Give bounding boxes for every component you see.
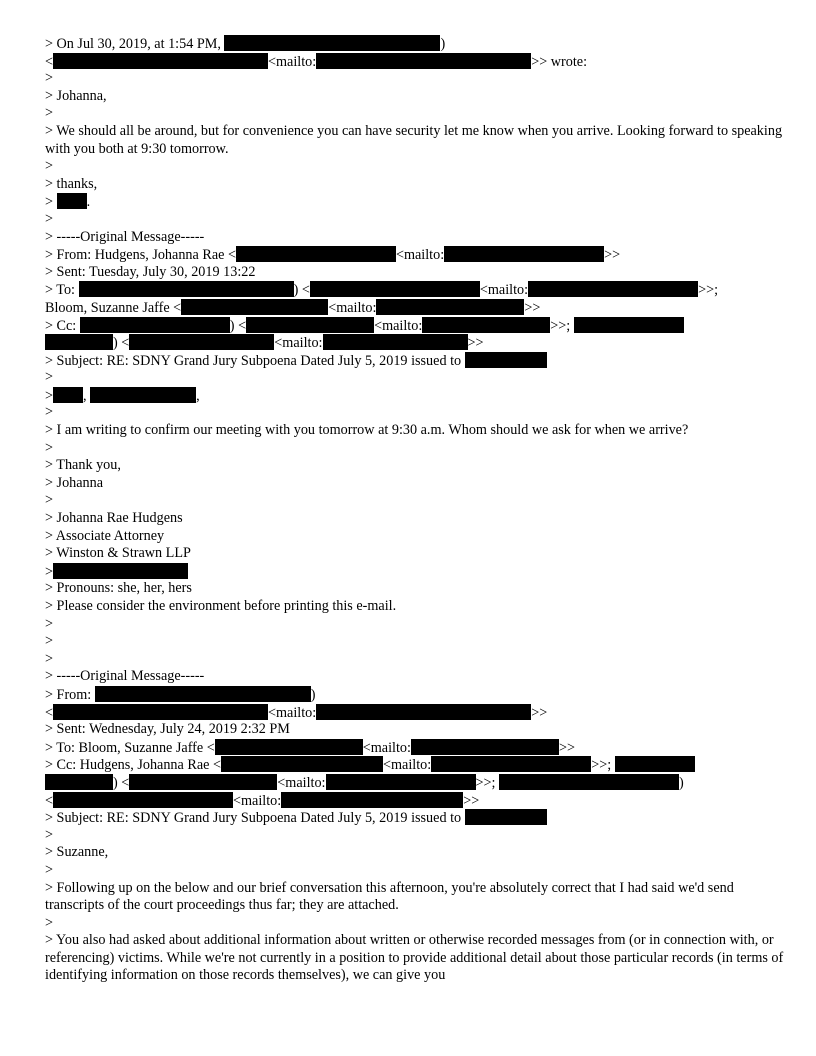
- text: > Please consider the environment before printing this e-mail.: [45, 598, 397, 614]
- text: >>;: [550, 317, 571, 334]
- quote-line: [45, 70, 785, 88]
- redaction-box: [53, 792, 233, 808]
- redaction-box: [465, 352, 547, 368]
- text: >: [45, 492, 54, 509]
- original-message-separator: [45, 229, 785, 247]
- text: > To: Bloom, Suzanne Jaffe <: [45, 739, 215, 756]
- text: >>;: [591, 757, 612, 774]
- text: > Johanna Rae Hudgens: [45, 510, 183, 527]
- text: ,: [83, 387, 87, 404]
- redaction-box: [499, 774, 679, 790]
- text: > Subject: RE: SDNY Grand Jury Subpoena Dated July 5, 2019 issued to: [45, 810, 462, 827]
- text: <mailto:: [268, 704, 317, 721]
- pronouns-line: [45, 580, 785, 598]
- text: > Subject: RE: SDNY Grand Jury Subpoena Dated July 5, 2019 issued to: [45, 352, 462, 369]
- redaction-box: [465, 809, 547, 825]
- text: <mailto:: [268, 53, 317, 70]
- text: <: [238, 317, 247, 334]
- text: >: [45, 70, 54, 87]
- redaction-box: [444, 246, 604, 262]
- from-line: [45, 246, 785, 264]
- redaction-box: [95, 686, 311, 702]
- to-line: [45, 739, 785, 757]
- text: ): [113, 335, 122, 352]
- text: >: [45, 210, 54, 227]
- text: <: [121, 335, 130, 352]
- text: >>: [467, 335, 484, 352]
- text: > From:: [45, 686, 92, 703]
- text: <mailto:: [274, 335, 323, 352]
- text: > Winston & Strawn LLP: [45, 545, 191, 562]
- text: ,: [196, 387, 200, 404]
- signature-title: [45, 528, 785, 546]
- body-paragraph: > You also had asked about additional information about written or otherwise recorded messages from (or in connection with, or referencing) victims. While we're not currently in a position to provide additional detail about those particular records (in terms of identifying information on those records themselves), we can give you: [45, 932, 784, 984]
- to-line-continued: [45, 299, 785, 317]
- text: >: [45, 650, 54, 667]
- redaction-box: [90, 387, 196, 403]
- text: >: [45, 914, 54, 931]
- redaction-box: [53, 704, 268, 720]
- from-line: [45, 686, 785, 704]
- redaction-box: [79, 281, 294, 297]
- text: ): [440, 36, 446, 52]
- signature-name: [45, 510, 785, 528]
- cc-line: [45, 756, 785, 774]
- text: ): [229, 317, 239, 334]
- cc-line-continued: [45, 792, 785, 810]
- text: >: [45, 387, 54, 404]
- text: >>: [463, 792, 480, 809]
- text: <: [301, 282, 310, 299]
- text: >: [45, 633, 54, 650]
- quote-line: [45, 105, 785, 123]
- redaction-box: [221, 756, 383, 772]
- text: >>: [531, 704, 548, 721]
- text: >>: [524, 299, 541, 316]
- quote-line: [45, 369, 785, 387]
- text: > Johanna: [45, 474, 104, 491]
- salutation-line: [45, 387, 785, 405]
- text: > Cc: Hudgens, Johanna Rae <: [45, 757, 221, 774]
- text: <: [121, 774, 130, 791]
- text: >: [45, 158, 54, 175]
- quote-line: [45, 404, 785, 422]
- quote-line: [45, 633, 785, 651]
- signature-line: [45, 475, 785, 493]
- text: > thanks,: [45, 175, 98, 192]
- text: >> wrote:: [531, 53, 588, 70]
- redaction-box: [615, 756, 695, 772]
- redaction-box: [281, 792, 463, 808]
- subject-line: [45, 809, 785, 827]
- quote-line: [45, 915, 785, 933]
- redaction-box: [57, 193, 87, 209]
- quote-line: [45, 440, 785, 458]
- text: >>;: [475, 774, 496, 791]
- redaction-box: [574, 317, 684, 333]
- text: > Pronouns: she, her, hers: [45, 580, 192, 597]
- text: <mailto:: [277, 774, 326, 791]
- redaction-box: [316, 53, 531, 69]
- body-paragraph: > Following up on the below and our brief conversation this afternoon, you're absolutely correct that I had said we'd send transcripts of the court proceedings thus far; they are attached.: [45, 879, 734, 914]
- redaction-box: [53, 387, 83, 403]
- text: >: [45, 563, 54, 580]
- redaction-box: [236, 246, 396, 262]
- quote-line: [45, 651, 785, 669]
- redaction-box: [80, 317, 230, 333]
- text: >: [45, 439, 54, 456]
- text: >: [45, 615, 54, 632]
- closing-line: [45, 176, 785, 194]
- text: <: [45, 704, 54, 721]
- redaction-box: [45, 774, 113, 790]
- text: > -----Original Message-----: [45, 228, 205, 245]
- text: > On Jul 30, 2019, at 1:54 PM,: [45, 36, 221, 52]
- environment-line: [45, 598, 785, 616]
- text: > Cc:: [45, 317, 77, 334]
- text: ): [113, 774, 122, 791]
- text: ): [293, 282, 302, 299]
- text: > I am writing to confirm our meeting with you tomorrow at 9:30 a.m. Whom should we ask for when we arrive?: [45, 422, 689, 439]
- redaction-box: [45, 334, 113, 350]
- subject-line: [45, 352, 785, 370]
- redaction-box: [215, 739, 363, 755]
- redaction-box: [129, 334, 274, 350]
- quote-line: [45, 211, 785, 229]
- greeting-line: [45, 88, 785, 106]
- to-line: [45, 281, 785, 299]
- text: > Sent: Tuesday, July 30, 2019 13:22: [45, 263, 256, 280]
- quote-line: [45, 492, 785, 510]
- text: >: [45, 826, 54, 843]
- text: > From: Hudgens, Johanna Rae <: [45, 247, 236, 264]
- text: > Associate Attorney: [45, 527, 165, 544]
- redaction-box: [53, 53, 268, 69]
- signature-firm: [45, 545, 785, 563]
- text: ): [679, 774, 684, 791]
- header-line-sender: [45, 53, 785, 71]
- text: >: [45, 404, 54, 421]
- text: >: [45, 369, 54, 386]
- quote-line: [45, 158, 785, 176]
- text: <: [45, 53, 54, 70]
- text: <mailto:: [479, 282, 529, 299]
- from-line-continued: [45, 704, 785, 722]
- redaction-box: [422, 317, 550, 333]
- salutation-line: [45, 844, 785, 862]
- text: <mailto:: [328, 299, 377, 316]
- text: > -----Original Message-----: [45, 668, 205, 685]
- redaction-box: [528, 281, 698, 297]
- text: >: [45, 194, 54, 211]
- signature-line: [45, 193, 785, 211]
- text: <mailto:: [395, 247, 445, 264]
- text: .: [86, 194, 91, 211]
- redaction-box: [431, 756, 591, 772]
- signature-redacted: [45, 563, 785, 581]
- redaction-box: [326, 774, 476, 790]
- closing-line: [45, 457, 785, 475]
- text: > Johanna,: [45, 87, 107, 104]
- text: <mailto:: [374, 317, 423, 334]
- text: > To:: [45, 282, 76, 299]
- text: >>: [558, 739, 575, 756]
- text: <mailto:: [362, 739, 411, 756]
- redaction-box: [376, 299, 524, 315]
- redaction-box: [246, 317, 374, 333]
- text: >>;: [698, 282, 719, 299]
- text: > Sent: Wednesday, July 24, 2019 2:32 PM: [45, 721, 290, 738]
- body-paragraph: > We should all be around, but for convenience you can have security let me know when you arrive. Looking forward to speaking with you both at 9:30 tomorrow.: [45, 122, 783, 157]
- redaction-box: [224, 35, 440, 51]
- text: >: [45, 861, 54, 878]
- sent-line: [45, 721, 785, 739]
- text: Bloom, Suzanne Jaffe <: [45, 299, 182, 316]
- text: > Suzanne,: [45, 844, 109, 861]
- redaction-box: [129, 774, 277, 790]
- redaction-box: [411, 739, 559, 755]
- text: <mailto:: [382, 757, 432, 774]
- quote-line: [45, 616, 785, 634]
- cc-line-continued: [45, 334, 785, 352]
- cc-line: [45, 317, 785, 335]
- redaction-box: [323, 334, 468, 350]
- email-thread-document: [45, 35, 785, 985]
- redaction-box: [53, 563, 188, 579]
- text: > Thank you,: [45, 457, 121, 474]
- redaction-box: [181, 299, 328, 315]
- body-line: [45, 422, 785, 440]
- text: <: [45, 792, 54, 809]
- quote-line: [45, 827, 785, 845]
- text: ): [310, 686, 316, 703]
- cc-line-continued: [45, 774, 785, 792]
- original-message-separator: [45, 668, 785, 686]
- redaction-box: [310, 281, 480, 297]
- redaction-box: [316, 704, 531, 720]
- sent-line: [45, 264, 785, 282]
- text: >>: [604, 247, 621, 264]
- header-line-on-date: [45, 35, 785, 53]
- text: <mailto:: [233, 792, 282, 809]
- quote-line: [45, 862, 785, 880]
- text: >: [45, 105, 54, 122]
